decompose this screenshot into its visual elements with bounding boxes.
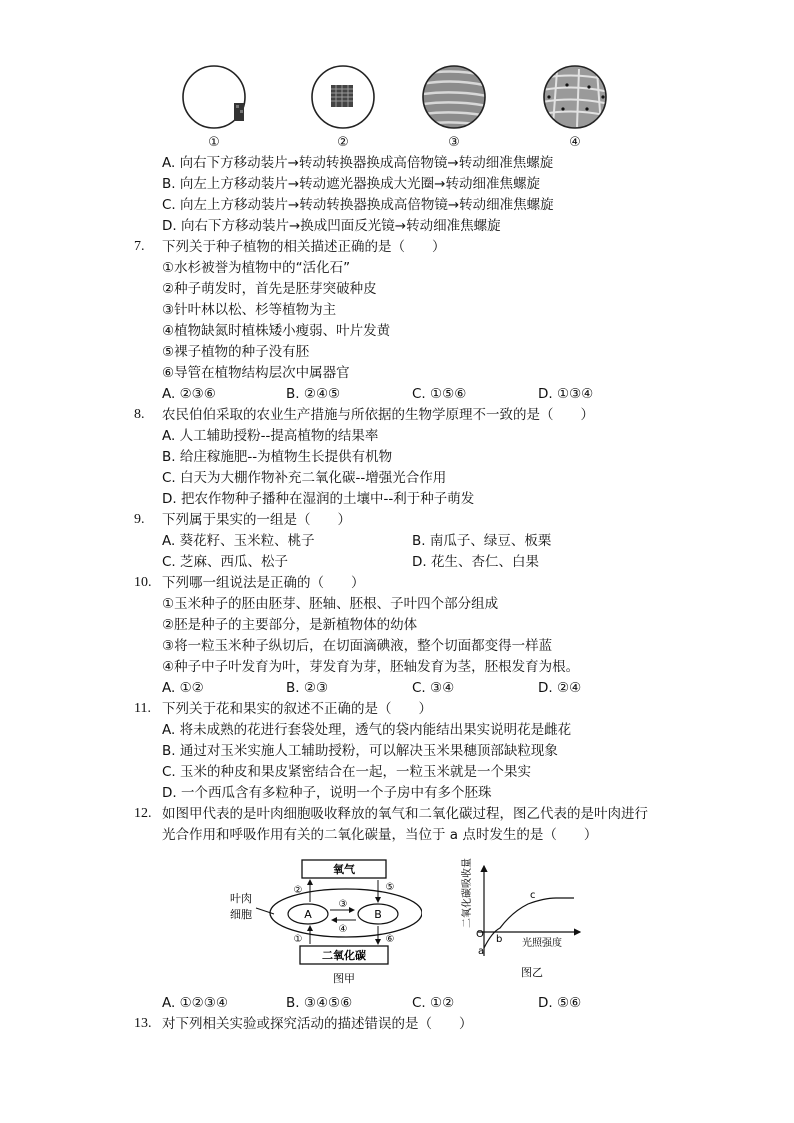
q12-number: 12. bbox=[134, 806, 152, 821]
organelle-b-label: B bbox=[374, 908, 382, 921]
q8-option-a: A. 人工辅助授粉--提高植物的结果率 bbox=[162, 428, 379, 444]
cell-side-label-1: 叶肉 bbox=[230, 892, 252, 905]
origin-label: O bbox=[476, 929, 484, 940]
q7-option-c: C. ①⑤⑥ bbox=[412, 386, 467, 402]
microscope-view-label: ① bbox=[208, 135, 220, 150]
q13-number: 13. bbox=[134, 1016, 152, 1031]
q6-option-c: C. 向左上方移动装片→转动转换器换成高倍物镜→转动细准焦螺旋 bbox=[162, 197, 554, 213]
q10-number: 10. bbox=[134, 575, 152, 590]
q9-number: 9. bbox=[134, 512, 145, 527]
organelle-a-label: A bbox=[304, 908, 312, 921]
q10-option-c: C. ③④ bbox=[412, 680, 455, 696]
microscope-view-1 bbox=[166, 63, 262, 150]
q8-option-d: D. 把农作物种子播种在湿润的土壤中--利于种子萌发 bbox=[162, 491, 475, 507]
co2-label: 二氧化碳 bbox=[322, 949, 366, 962]
microscope-view-label: ② bbox=[337, 135, 349, 150]
q7-item: ⑥导管在植物结构层次中属器官 bbox=[162, 365, 350, 381]
q10-item: ④种子中子叶发育为叶，芽发育为芽，胚轴发育为茎，胚根发育为根。 bbox=[162, 659, 580, 675]
y-axis-label: 二氧化碳吸收量 bbox=[462, 858, 473, 928]
q10-item: ①玉米种子的胚由胚芽、胚轴、胚根、子叶四个部分组成 bbox=[162, 596, 499, 612]
point-b-label: b bbox=[496, 934, 503, 945]
q7-stem: 下列关于种子植物的相关描述正确的是（ ） bbox=[162, 239, 446, 255]
point-a-label: a bbox=[478, 946, 485, 957]
q10-option-a: A. ①② bbox=[162, 680, 204, 696]
q11-number: 11. bbox=[134, 701, 151, 716]
q10-option-d: D. ②④ bbox=[538, 680, 582, 696]
figure-yi bbox=[448, 858, 588, 983]
q8-option-c: C. 白天为大棚作物补充二氧化碳--增强光合作用 bbox=[162, 470, 447, 486]
q6-option-b: B. 向左上方移动装片→转动遮光器换成大光圈→转动细准焦螺旋 bbox=[162, 176, 540, 192]
cell-side-label-2: 细胞 bbox=[230, 908, 252, 921]
q10-stem: 下列哪一组说法是正确的（ ） bbox=[162, 575, 365, 591]
q13-stem: 对下列相关实验或探究活动的描述错误的是（ ） bbox=[162, 1016, 473, 1032]
microscope-view-3 bbox=[406, 63, 502, 150]
x-axis-label: 光照强度 bbox=[522, 938, 562, 949]
q9-option-d: D. 花生、杏仁、白果 bbox=[412, 554, 539, 570]
microscope-view-label: ④ bbox=[569, 135, 581, 150]
q12-option-b: B. ③④⑤⑥ bbox=[286, 995, 353, 1011]
q8-stem: 农民伯伯采取的农业生产措施与所依据的生物学原理不一致的是（ ） bbox=[162, 407, 594, 423]
arrow-5-label: ⑤ bbox=[385, 882, 395, 893]
arrow-4-label: ④ bbox=[338, 924, 348, 935]
q6-option-d: D. 向右下方移动装片→换成凹面反光镜→转动细准焦螺旋 bbox=[162, 218, 501, 234]
arrow-3-label: ③ bbox=[338, 899, 348, 910]
q7-option-a: A. ②③⑥ bbox=[162, 386, 216, 402]
oxygen-label: 氧气 bbox=[333, 863, 355, 876]
q11-stem: 下列关于花和果实的叙述不正确的是（ ） bbox=[162, 701, 432, 717]
q7-option-b: B. ②④⑤ bbox=[286, 386, 341, 402]
q9-option-c: C. 芝麻、西瓜、松子 bbox=[162, 554, 289, 570]
figure-jia bbox=[222, 858, 422, 988]
q9-stem: 下列属于果实的一组是（ ） bbox=[162, 512, 351, 528]
q8-option-b: B. 给庄稼施肥--为植物生长提供有机物 bbox=[162, 449, 393, 465]
q11-option-b: B. 通过对玉米实施人工辅助授粉，可以解决玉米果穗顶部缺粒现象 bbox=[162, 743, 558, 759]
figure-jia-caption: 图甲 bbox=[333, 972, 355, 985]
figure-yi-caption: 图乙 bbox=[521, 966, 543, 979]
microscope-view-4-image bbox=[527, 63, 623, 135]
q11-option-a: A. 将未成熟的花进行套袋处理，透气的袋内能结出果实说明花是雌花 bbox=[162, 722, 572, 738]
microscope-view-4 bbox=[527, 63, 623, 150]
arrow-1-label: ① bbox=[293, 934, 303, 945]
q12-option-d: D. ⑤⑥ bbox=[538, 995, 582, 1011]
microscope-view-3-image bbox=[406, 63, 502, 135]
microscope-view-label: ③ bbox=[448, 135, 460, 150]
q11-option-c: C. 玉米的种皮和果皮紧密结合在一起，一粒玉米就是一个果实 bbox=[162, 764, 532, 780]
microscope-view-2-image bbox=[295, 63, 391, 135]
microscope-view-2 bbox=[295, 63, 391, 150]
q12-option-a: A. ①②③④ bbox=[162, 995, 228, 1011]
q10-item: ②胚是种子的主要部分，是新植物体的幼体 bbox=[162, 617, 418, 633]
q7-item: ⑤裸子植物的种子没有胚 bbox=[162, 344, 310, 360]
q7-number: 7. bbox=[134, 239, 145, 254]
q7-item: ④植物缺氮时植株矮小瘦弱、叶片发黄 bbox=[162, 323, 391, 339]
q7-option-d: D. ①③④ bbox=[538, 386, 594, 402]
q7-item: ②种子萌发时，首先是胚芽突破种皮 bbox=[162, 281, 377, 297]
q8-number: 8. bbox=[134, 407, 145, 422]
point-c-label: c bbox=[530, 890, 536, 901]
q9-option-a: A. 葵花籽、玉米粒、桃子 bbox=[162, 533, 315, 549]
q12-option-c: C. ①② bbox=[412, 995, 455, 1011]
q12-stem-line2: 光合作用和呼吸作用有关的二氧化碳量，当位于 a 点时发生的是（ ） bbox=[162, 827, 598, 843]
q9-option-b: B. 南瓜子、绿豆、板栗 bbox=[412, 533, 552, 549]
microscope-view-1-image bbox=[166, 63, 262, 135]
q11-option-d: D. 一个西瓜含有多粒种子，说明一个子房中有多个胚珠 bbox=[162, 785, 492, 801]
q7-item: ①水杉被誉为植物中的“活化石” bbox=[162, 260, 351, 276]
q10-option-b: B. ②③ bbox=[286, 680, 329, 696]
q12-stem-line1: 如图甲代表的是叶肉细胞吸收释放的氧气和二氧化碳过程，图乙代表的是叶肉进行 bbox=[162, 806, 648, 822]
q7-item: ③针叶林以松、杉等植物为主 bbox=[162, 302, 337, 318]
arrow-2-label: ② bbox=[293, 885, 303, 896]
q10-item: ③将一粒玉米种子纵切后，在切面滴碘液，整个切面都变得一样蓝 bbox=[162, 638, 553, 654]
arrow-6-label: ⑥ bbox=[385, 934, 395, 945]
q6-option-a: A. 向右下方移动装片→转动转换器换成高倍物镜→转动细准焦螺旋 bbox=[162, 155, 554, 171]
